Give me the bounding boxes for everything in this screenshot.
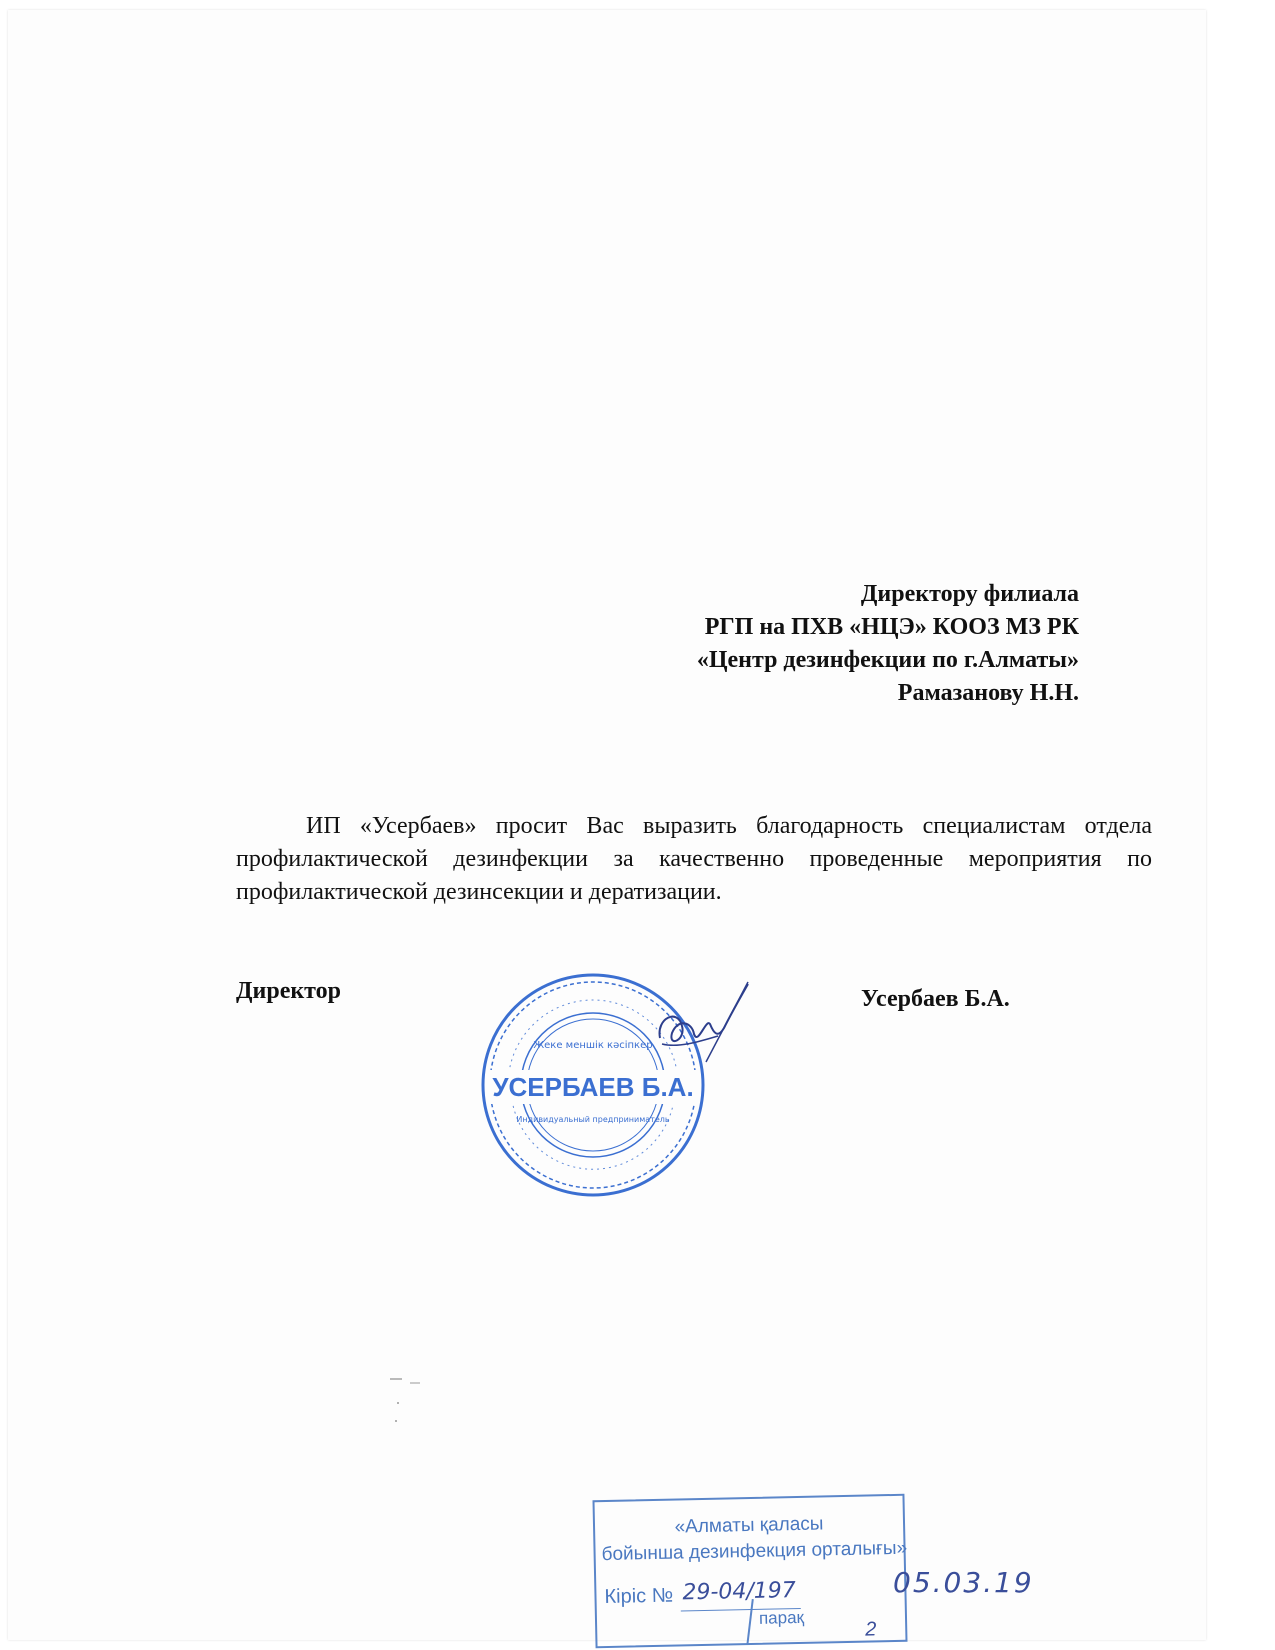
seal-center-text: УСЕРБАЕВ Б.А. [492, 1072, 694, 1102]
handwritten-date: 05.03.19 [893, 1566, 1034, 1599]
stamp-number-value: 29-04/197 [682, 1578, 797, 1606]
stamp-line-1: «Алматы қаласы [674, 1513, 824, 1538]
letter-body: ИП «Усербаев» просит Вас выразить благодарность специалистам отдела профилактической дезинфекции за качественно проведенные мероприятия по профилактической дезинсекции и дератизации. [236, 813, 1152, 905]
stamp-sheets-value: 2 [865, 1618, 877, 1641]
seal-lower-text: Индивидуальный предприниматель [516, 1115, 670, 1124]
stamp-slash [746, 1599, 753, 1645]
addressee-block [697, 578, 1079, 710]
addressee-line-3: «Центр дезинфекции по г.Алматы» [696, 647, 1079, 673]
incoming-registration-stamp [592, 1494, 907, 1649]
addressee-line-1: Директору филиала [860, 581, 1079, 607]
signature-name: Усербаев Б.А. [861, 986, 1010, 1012]
addressee-line-2: РГП на ПХВ «НЦЭ» КООЗ МЗ РК [704, 614, 1079, 640]
stamp-sheets-label: парақ [758, 1607, 805, 1628]
addressee-line-4: Рамазанову Н.Н. [897, 680, 1079, 706]
scan-specks [388, 1373, 448, 1433]
stamp-line-2: бойынша дезинфекция орталығы» [601, 1537, 908, 1566]
document-page [8, 10, 1206, 1640]
handwritten-signature [648, 978, 768, 1088]
stamp-number-label: Кіріс № [604, 1584, 674, 1609]
signature-role: Директор [236, 978, 341, 1004]
seal-upper-text: Жеке меншік кәсіпкер [533, 1040, 653, 1051]
